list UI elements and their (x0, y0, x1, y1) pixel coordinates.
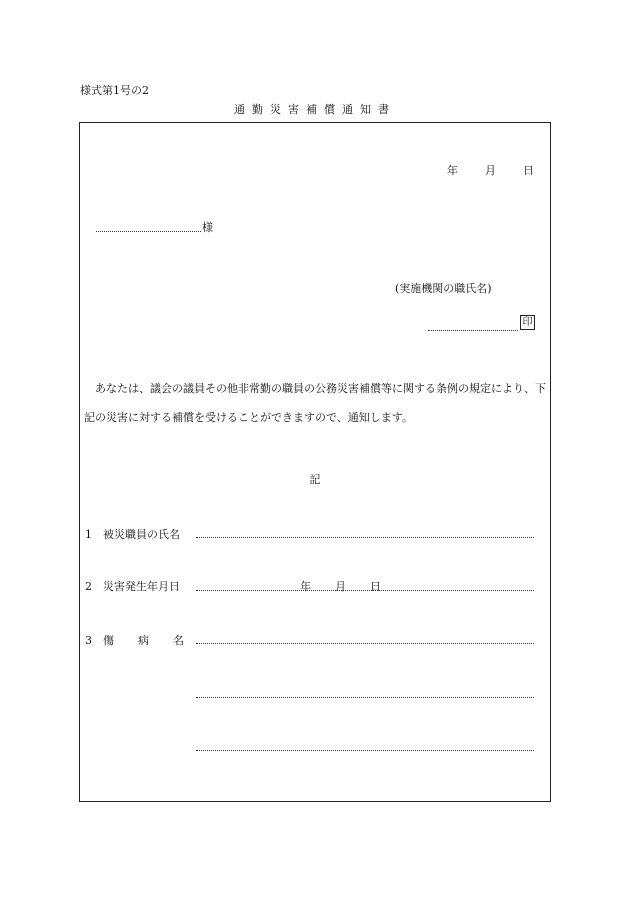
injury-name-line-3 (196, 750, 534, 751)
injury-year-label: 年 (300, 580, 311, 593)
agency-name-line (428, 330, 518, 331)
addressee-honorific: 様 (202, 221, 213, 234)
injury-month-label: 月 (335, 580, 346, 593)
injury-name-line-1 (196, 643, 534, 644)
notice-date (447, 162, 534, 178)
victim-name-line (196, 537, 534, 538)
ki-heading: 記 (309, 473, 321, 486)
injury-date-fields (300, 578, 381, 594)
item-number: 2 (85, 580, 92, 593)
item-injury-date (85, 578, 180, 594)
date-day-label: 日 (523, 164, 534, 177)
item-number: 3 (85, 634, 92, 647)
injury-name-line-2 (196, 697, 534, 698)
item-label-text: 災害発生年月日 (103, 580, 180, 593)
injury-day-label: 日 (370, 580, 381, 593)
agency-title-label: (実施機関の職氏名) (395, 282, 492, 295)
addressee-name-line (96, 231, 201, 232)
form-frame (79, 122, 551, 802)
date-month-label: 月 (485, 164, 496, 177)
item-number: 1 (85, 528, 92, 541)
notice-body-text: あなたは、議会の議員その他非常勤の職員の公務災害補償等に関する条例の規定により、下記の災害に対する補償を受けることができますので、通知します。 (84, 382, 546, 424)
item-label-text: 傷病名 (103, 634, 208, 647)
item-injury-name (85, 632, 208, 648)
item-label-text: 被災職員の氏名 (103, 528, 180, 541)
seal-mark: 印 (520, 315, 535, 330)
form-number: 様式第1号の2 (80, 84, 149, 97)
document-title: 通勤災害補償通知書 (234, 103, 396, 116)
date-year-label: 年 (447, 164, 458, 177)
item-victim-name (85, 526, 180, 542)
